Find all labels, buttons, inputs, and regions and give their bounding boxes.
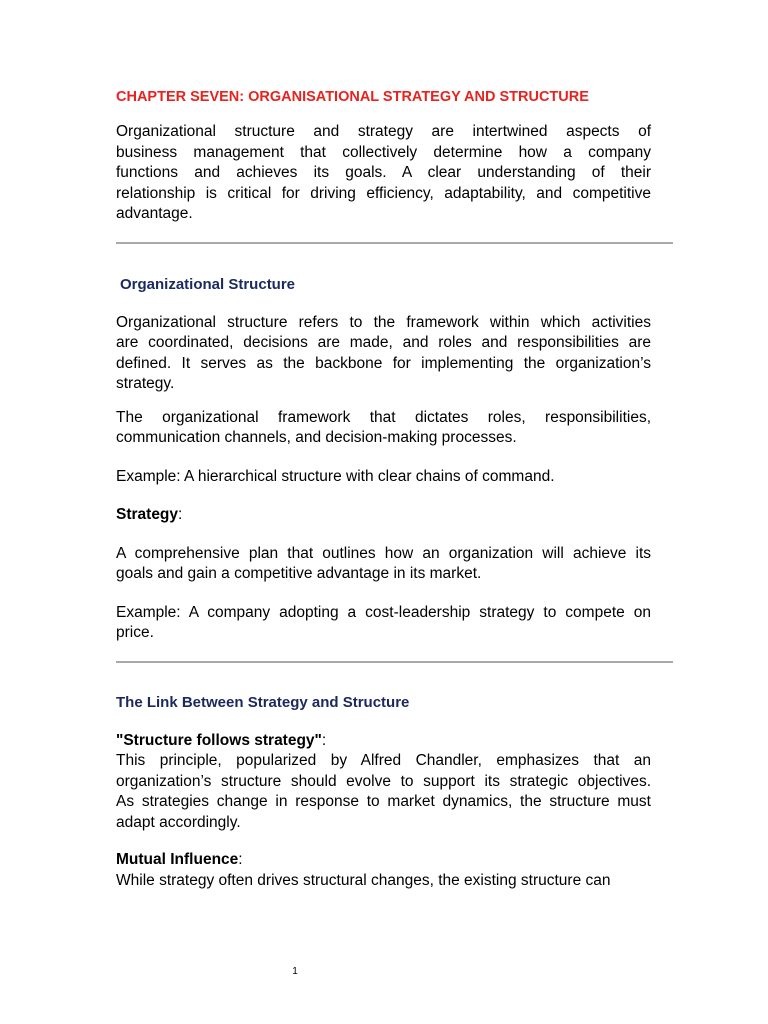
follows-label-line [116, 731, 651, 752]
section-divider [116, 242, 673, 244]
text-line: As strategies change in response to market dynamics, the structure must [116, 793, 651, 811]
text-line: While strategy often drives structural changes, the existing structure can [116, 871, 611, 889]
document-page [116, 88, 651, 891]
strategy-label-line [116, 505, 651, 526]
text-line: strategy. [116, 375, 175, 393]
text-line: price. [116, 624, 154, 642]
org-structure-heading: Organizational Structure [120, 275, 296, 293]
intro-line: Organizational structure and strategy are intertwined aspects of [116, 123, 651, 141]
section-divider [116, 661, 673, 663]
text-line: goals and gain a competitive advantage in its market. [116, 565, 482, 583]
text-line: Organizational structure refers to the framework within which activities [116, 313, 651, 331]
strategy-colon: : [178, 506, 183, 524]
text-line: The organizational framework that dictates roles, responsibilities, [116, 408, 651, 426]
link-heading: The Link Between Strategy and Structure [116, 693, 410, 711]
intro-line: business management that collectively determine how a company [116, 143, 651, 161]
text-line: This principle, popularized by Alfred Chandler, emphasizes that an [116, 752, 651, 770]
intro-line: functions and achieves its goals. A clear understanding of their [116, 164, 651, 182]
text-line: communication channels, and decision-making processes. [116, 429, 517, 447]
intro-paragraph [116, 122, 651, 225]
mutual-colon: : [238, 851, 243, 869]
chapter-title: CHAPTER SEVEN: ORGANISATIONAL STRATEGY AND STRUCTURE [116, 89, 589, 105]
follows-paragraph [116, 751, 651, 833]
intro-line: advantage. [116, 205, 193, 223]
page-number: 1 [292, 966, 298, 977]
strategy-example [116, 603, 651, 644]
mutual-paragraph [116, 871, 651, 892]
text-line: adapt accordingly. [116, 813, 241, 831]
org-structure-paragraph [116, 313, 651, 395]
text-line: are coordinated, decisions are made, and roles and responsibilities are [116, 334, 651, 352]
strategy-paragraph [116, 544, 651, 585]
mutual-label-line [116, 850, 651, 871]
org-framework-paragraph [116, 408, 651, 449]
org-structure-example: Example: A hierarchical structure with clear chains of command. [116, 467, 555, 485]
text-line: Example: A company adopting a cost-leadership strategy to compete on [116, 603, 651, 621]
follows-label: "Structure follows strategy" [116, 731, 322, 749]
intro-line: relationship is critical for driving efficiency, adaptability, and competitive [116, 184, 651, 202]
text-line: defined. It serves as the backbone for implementing the organization’s [116, 354, 651, 372]
mutual-label: Mutual Influence [116, 851, 239, 869]
follows-colon: : [321, 731, 327, 749]
strategy-label: Strategy [116, 506, 179, 524]
text-line: organization’s structure should evolve to support its strategic objectives. [116, 772, 651, 790]
text-line: A comprehensive plan that outlines how an organization will achieve its [116, 544, 651, 562]
